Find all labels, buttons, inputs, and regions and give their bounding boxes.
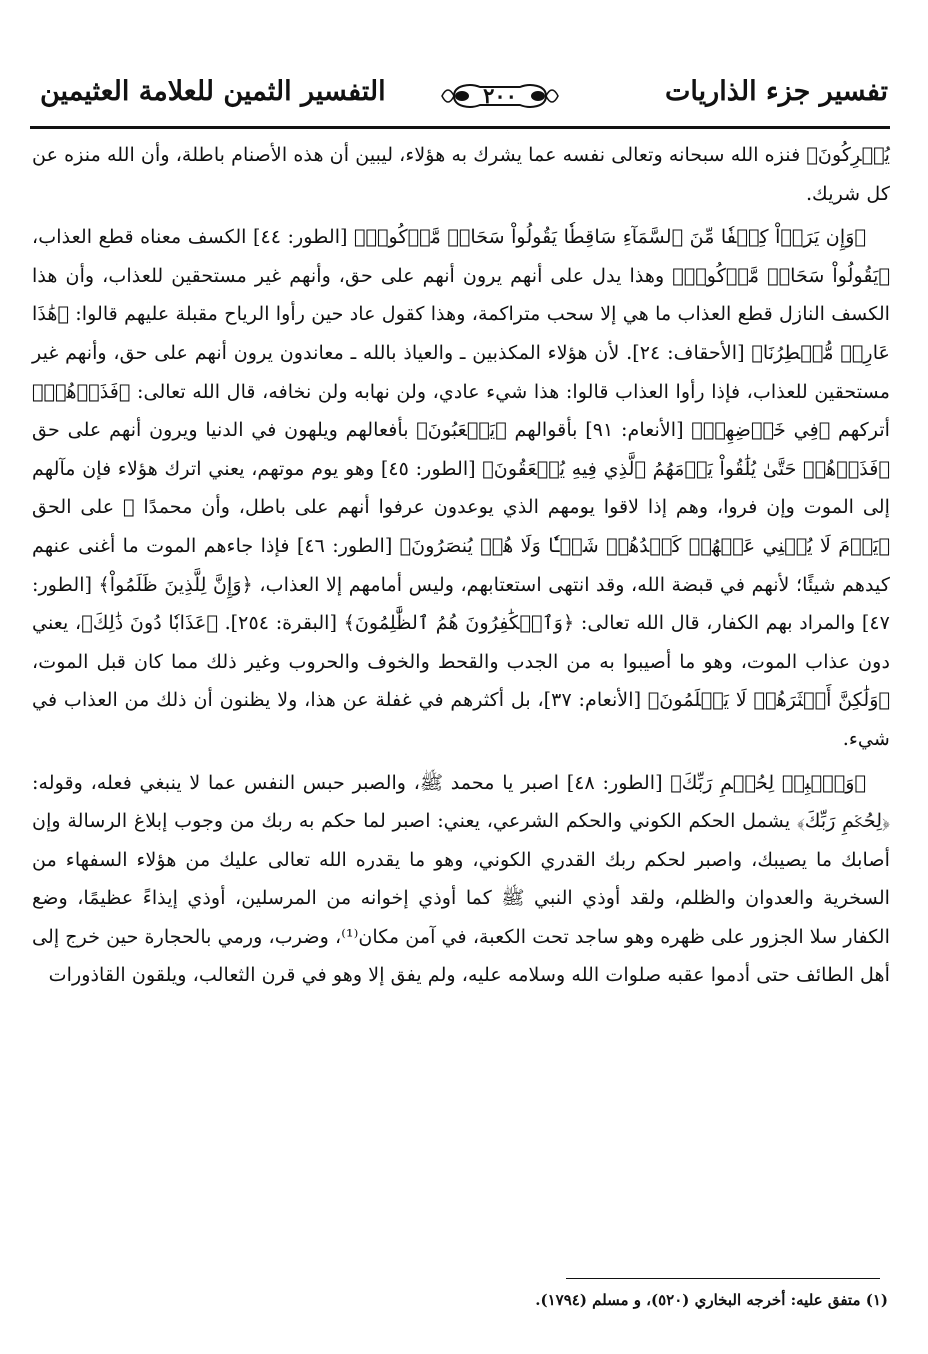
page-header bbox=[40, 74, 888, 122]
paragraph-1: يُشۡرِكُونَ﴾ فنزه الله سبحانه وتعالى نفسه عما يشرك به هؤلاء، ليبين أن هذه الأصنام باطلة، وأن الله منزه عن كل شريك. bbox=[32, 143, 890, 205]
header-divider bbox=[30, 126, 890, 129]
paragraph-2: ﴿وَإِن يَرَوۡاْ كِسۡفٗا مِّنَ ٱلسَّمَآءِ سَاقِطٗا يَقُولُواْ سَحَابٞ مَّرۡكُومٞ﴾ [الطور: ٤٤] الكسف معناه قطع العذاب، ﴿يَقُولُواْ سَحَابٞ مَّرۡكُومٞ﴾ وهذا يدل على أنهم يرون أنهم على حق، وأنهم غير مستحقين للعذاب، وأن هذا الكسف النازل قطع العذاب ما هي إلا سحب متراكمة، وهذا كقول عاد حين رأوا الرياح مقبلة عليهم قالوا: ﴿هَٰذَا عَارِضٞ مُّمۡطِرُنَا﴾ [الأحقاف: ٢٤]. لأن هؤلاء المكذبين ـ والعياذ بالله ـ معاندون يرون أنهم على حق، وأنهم غير مستحقين للعذاب، فإذا رأوا العذاب قالوا: هذا شيء عادي، ولن نهابه ولن نخافه، قال الله تعالى: ﴿فَذَرۡهُمۡ﴾ أتركهم ﴿فِي خَوۡضِهِمۡ﴾ [الأنعام: ٩١] بأقوالهم ﴿يَلۡعَبُونَ﴾ بأفعالهم ويلهون في الدنيا ويرون أنهم على حق ﴿فَذَرۡهُمۡ حَتَّىٰ يُلَٰقُواْ يَوۡمَهُمُ ٱلَّذِي فِيهِ يُصۡعَقُونَ﴾ [الطور: ٤٥] وهو يوم موتهم، يعني اترك هؤلاء فإن مآلهم إلى الموت وإن فروا، وهم إذا لاقوا يومهم الذي يوعدون عرفوا أنهم على باطل، وأن محمدًا ﷺ على الحق ﴿يَوۡمَ لَا يُغۡنِي عَنۡهُمۡ كَيۡدُهُمۡ شَيۡـٔٗا وَلَا هُمۡ يُنصَرُونَ﴾ [الطور: ٤٦] فإذا جاءهم الموت ما أغنى عنهم كيدهم شيئًا؛ لأنهم في قبضة الله، وقد انتهى استعتابهم، وليس أمامهم إلا العذاب، ﴿وَإِنَّ لِلَّذِينَ ظَلَمُواْ﴾ [الطور: ٤٧] والمراد بهم الكفار، قال الله تعالى: ﴿وَٱلۡكَٰفِرُونَ هُمُ ٱلظَّٰلِمُونَ﴾ [البقرة: ٢٥٤]. ﴿عَذَابٗا دُونَ ذَٰلِكَ﴾، يعني دون عذاب الموت، وهو ما أصيبوا به من الجدب والقحط والخوف والحروب وغير ذلك مما كان قبل الموت، ﴿وَلَٰكِنَّ أَكۡثَرَهُمۡ لَا يَعۡلَمُونَ﴾ [الأنعام: ٣٧]، بل أكثرهم في غفلة عن هذا، ولا يظنون أن ذلك من العذاب في شيء. bbox=[32, 225, 890, 750]
footnote-divider bbox=[566, 1278, 880, 1279]
running-title-book: التفسير الثمين للعلامة العثيمين bbox=[40, 76, 386, 107]
page-body bbox=[32, 136, 890, 995]
paragraph-3: ﴿وَٱصۡبِرۡ لِحُكۡمِ رَبِّكَ﴾ [الطور: ٤٨] اصبر يا محمد ﷺ، والصبر حبس النفس عما لا ينبغي فعله، وقوله: ﴿لِحُكۡمِ رَبِّكَ﴾ يشمل الحكم الكوني والحكم الشرعي، يعني: اصبر لما حكم به ربك من وجوب إبلاغ الرسالة وإن أصابك ما يصيبك، واصبر لحكم ربك القدري الكوني، وهو ما يقدره الله تعالى عليك من هؤلاء السفهاء من السخرية والعدوان والظلم، ولقد أوذي النبي ﷺ كما أوذي إخوانه من المرسلين، أوذي إيذاءً عظيمًا، وضع الكفار سلا الجزور على ظهره وهو ساجد تحت الكعبة، في آمن مكان⁽¹⁾، وضرب، ورمي بالحجارة حين خرج إلى أهل الطائف حتى أدموا عقبه صلوات الله وسلامه عليه، ولم يفق إلا وهو في قرن الثعالب، ويلقون القاذورات bbox=[31, 770, 890, 987]
footnote: (١) متفق عليه: أخرجه البخاري (٥٢٠)، و مسلم (١٧٩٤). bbox=[535, 1291, 888, 1309]
running-title-surah: تفسير جزء الذاريات bbox=[665, 76, 888, 107]
page-number-box bbox=[440, 78, 560, 114]
page-number: ٢٠٠ bbox=[483, 83, 517, 108]
